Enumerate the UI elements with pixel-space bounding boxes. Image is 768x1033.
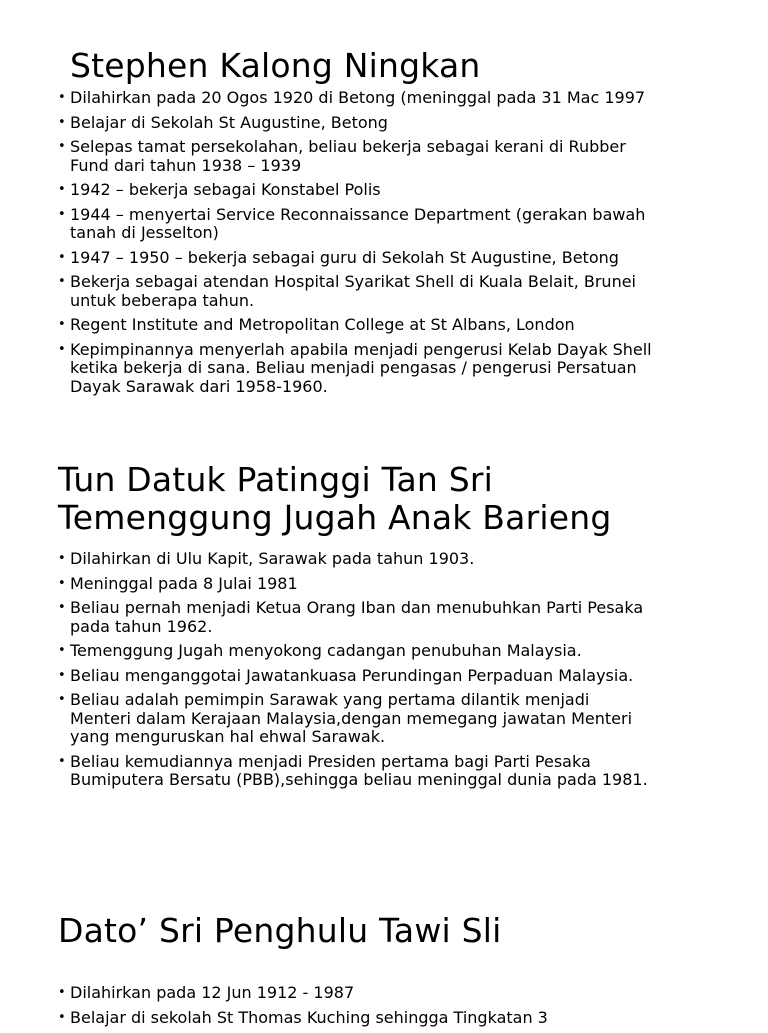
list-item: • Temenggung Jugah menyokong cadangan penubuhan Malaysia. <box>58 641 582 660</box>
list-item: • Beliau adalah pemimpin Sarawak yang pertama dilantik menjadi Menteri dalam Kerajaan Malaysia,dengan memegang jawatan Menteri yang menguruskan hal ehwal Sarawak. <box>58 690 633 746</box>
list-item: • Beliau pernah menjadi Ketua Orang Iban dan menubuhkan Parti Pesaka pada tahun 1962. <box>58 598 644 636</box>
section-tawi-sli <box>0 912 768 1033</box>
list-item: • Belajar di Sekolah St Augustine, Betong <box>58 112 388 132</box>
bullet-icon: • <box>58 90 66 105</box>
bullet-icon: • <box>58 182 66 197</box>
section-jugah <box>0 461 768 796</box>
list-item: • 1942 – bekerja sebagai Konstabel Polis <box>58 180 381 199</box>
section-title: Stephen Kalong Ningkan <box>70 46 481 85</box>
bullet-icon: • <box>58 139 66 154</box>
list-item: • 1944 – menyertai Service Reconnaissance Department (gerakan bawah tanah di Jesselton) <box>58 204 646 242</box>
list-item: • Kepimpinannya menyerlah apabila menjadi pengerusi Kelab Dayak Shell ketika bekerja di sana. Beliau menjadi pengasas / pengerusi Persatuan Dayak Sarawak dari 1958-1960. <box>58 339 652 396</box>
bullet-icon: • <box>58 692 66 707</box>
bullet-icon: • <box>58 575 66 591</box>
list-item: • Dilahirkan di Ulu Kapit, Sarawak pada tahun 1903. <box>58 549 475 568</box>
section-ningkan <box>0 47 768 402</box>
bullet-icon: • <box>58 341 66 357</box>
list-item: • Bekerja sebagai atendan Hospital Syarikat Shell di Kuala Belait, Brunei untuk beberapa tahun. <box>58 272 636 310</box>
list-item: • Dilahirkan pada 12 Jun 1912 - 1987 <box>58 983 355 1002</box>
bullet-icon: • <box>58 206 66 222</box>
list-item: • Meninggal pada 8 Julai 1981 <box>58 573 298 593</box>
bullet-list <box>0 984 768 1027</box>
bullet-icon: • <box>58 753 66 769</box>
bullet-icon: • <box>58 274 66 289</box>
list-item: • Belajar di sekolah St Thomas Kuching sehingga Tingkatan 3 <box>58 1007 548 1027</box>
bullet-icon: • <box>58 600 66 615</box>
bullet-icon: • <box>58 1009 66 1025</box>
section-title: Tun Datuk Patinggi Tan Sri Temenggung Jugah Anak Barieng <box>58 460 612 537</box>
bullet-icon: • <box>58 317 66 332</box>
bullet-icon: • <box>58 985 66 1000</box>
bullet-icon: • <box>58 114 66 130</box>
bullet-icon: • <box>58 249 66 265</box>
bullet-list <box>0 550 768 790</box>
list-item: • Selepas tamat persekolahan, beliau bekerja sebagai kerani di Rubber Fund dari tahun 1938 – 1939 <box>58 137 626 175</box>
section-title: Dato’ Sri Penghulu Tawi Sli <box>58 911 502 950</box>
list-item: • Regent Institute and Metropolitan College at St Albans, London <box>58 315 575 334</box>
bullet-icon: • <box>58 551 66 566</box>
list-item: • 1947 – 1950 – bekerja sebagai guru di Sekolah St Augustine, Betong <box>58 247 619 267</box>
bullet-icon: • <box>58 667 66 683</box>
bullet-icon: • <box>58 643 66 658</box>
list-item: • Dilahirkan pada 20 Ogos 1920 di Betong (meninggal pada 31 Mac 1997 <box>58 88 646 107</box>
list-item: • Beliau kemudiannya menjadi Presiden pertama bagi Parti Pesaka Bumiputera Bersatu (PBB),sehingga beliau meninggal dunia pada 1981. <box>58 751 648 789</box>
list-item: • Beliau menganggotai Jawatankuasa Perundingan Perpaduan Malaysia. <box>58 665 634 685</box>
bullet-list <box>0 89 768 396</box>
